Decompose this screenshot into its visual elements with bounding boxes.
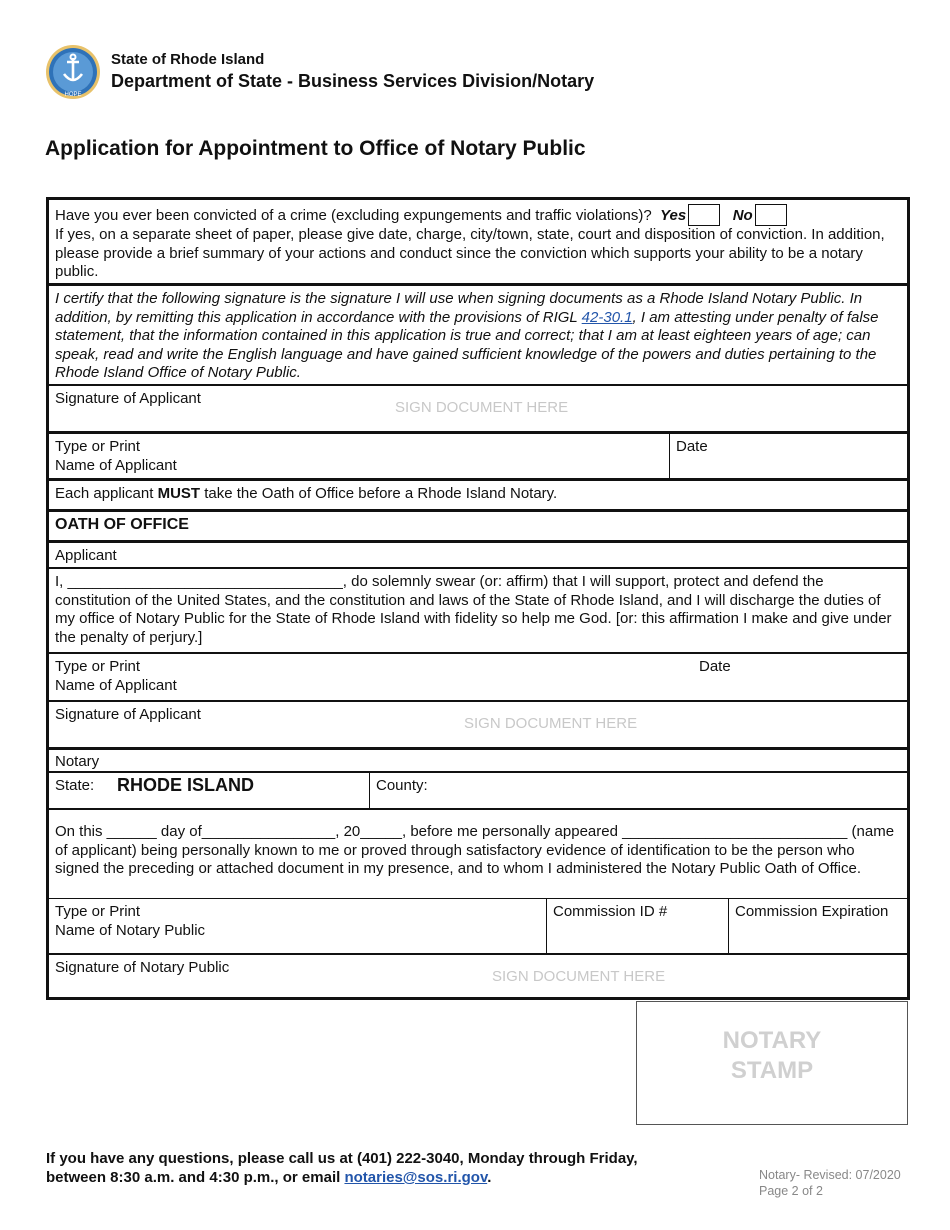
oath-text: I, _________________________________, do solemnly swear (or: affirm) that I will support, protect and defend the constitution of the United States, and the constitution and laws of the State of Rhode Island, and I will discharge the duties of my office of Notary Public for the State of Rhode Island with fidelity so help me God. [or: this affirmation I make and give under the penalty of perjury.]	[49, 567, 907, 652]
notary-signature-field[interactable]	[49, 953, 907, 997]
conviction-detail: If yes, on a separate sheet of paper, please give date, charge, city/town, state, court and disposition of conviction. In addition, please provide a brief summary of your actions and conduct since the conviction which supports your ability to be a notary public.	[55, 226, 885, 280]
oath-applicant-label: Applicant	[49, 540, 907, 567]
notary-label: Notary	[49, 747, 907, 771]
oath-heading: OATH OF OFFICE	[49, 509, 907, 540]
oath-signature-field[interactable]	[49, 700, 907, 747]
applicant-signature-field[interactable]	[49, 384, 907, 431]
signature-label: Signature of Applicant	[55, 390, 201, 407]
page-title: Application for Appointment to Office of Notary Public	[45, 137, 586, 160]
oath-date-label: Date	[699, 658, 731, 675]
state-label: State:	[55, 777, 95, 794]
name-label: Type or Print Name of Applicant	[55, 438, 177, 474]
oath-sign-placeholder[interactable]: SIGN DOCUMENT HERE	[464, 715, 638, 732]
notary-state-county-row	[49, 771, 907, 808]
state-name: State of Rhode Island	[111, 51, 265, 68]
seal-motto: HOPE	[64, 92, 82, 98]
oath-name-row	[49, 652, 907, 700]
notary-name-row	[49, 898, 907, 953]
county-label: County:	[376, 777, 428, 794]
notary-sign-placeholder[interactable]: SIGN DOCUMENT HERE	[492, 968, 666, 985]
date-label: Date	[676, 438, 708, 455]
certification-text: I certify that the following signature is the signature I will use when signing documents as a Rhode Island Notary Public. In addition, by remitting this application in accordance with the provisions of RIGL 42-30.1, I am attesting under penalty of false statement, that the information contained in this application is true and correct; that I am at least eighteen years of age; can speak, read and write the English language and have gained sufficient knowledge of the powers and duties pertaining to the Rhode Island Office of Notary Public.	[49, 283, 907, 384]
yes-label: Yes	[660, 207, 687, 224]
conviction-question: Have you ever been convicted of a crime (excluding expungements and traffic violations)?	[55, 207, 652, 224]
contact-footer: If you have any questions, please call us at (401) 222-3040, Monday through Friday, between 8:30 a.m. and 4:30 p.m., or email notaries@sos.ri.gov.	[46, 1150, 638, 1186]
yes-checkbox[interactable]	[688, 204, 720, 226]
department-name: Department of State - Business Services Division/Notary	[111, 71, 595, 91]
commission-id-label: Commission ID #	[553, 903, 668, 920]
no-label: No	[732, 207, 753, 224]
stamp-line-2: STAMP	[730, 1057, 814, 1084]
sign-placeholder[interactable]: SIGN DOCUMENT HERE	[395, 399, 569, 416]
applicant-name-row	[49, 431, 907, 478]
notary-stamp-box[interactable]	[636, 1001, 908, 1125]
oath-signature-label: Signature of Applicant	[55, 706, 201, 723]
revision-info	[759, 1167, 901, 1199]
commission-expiration-label: Commission Expiration	[735, 903, 889, 920]
application-form	[46, 197, 910, 1000]
oath-name-label: Type or Print Name of Applicant	[55, 658, 177, 694]
no-checkbox[interactable]	[755, 204, 787, 226]
rigl-link[interactable]: 42-30.1	[581, 308, 633, 326]
conviction-section	[49, 200, 907, 283]
oath-notice: Each applicant MUST take the Oath of Office before a Rhode Island Notary.	[49, 478, 907, 509]
notary-name-label: Type or Print Name of Notary Public	[55, 903, 206, 939]
acknowledgment-text: On this ______ day of________________, 20_____, before me personally appeared ___________________________ (name of applicant) being personally known to me or proved through satisfactory evidence of identification to be the person who signed the preceding or attached document in my presence, and to whom I administered the Notary Public Oath of Office.	[49, 808, 907, 898]
footer-line-1: If you have any questions, please call us at (401) 222-3040, Monday through Friday,	[46, 1150, 638, 1167]
anchor-seal-icon	[45, 44, 101, 100]
stamp-line-1: NOTARY	[722, 1027, 822, 1054]
revised-date: Notary- Revised: 07/2020	[759, 1168, 901, 1182]
email-link[interactable]: notaries@sos.ri.gov	[344, 1169, 488, 1186]
notary-signature-label: Signature of Notary Public	[55, 959, 230, 976]
state-value: RHODE ISLAND	[117, 775, 255, 795]
page-number: Page 2 of 2	[759, 1184, 823, 1198]
